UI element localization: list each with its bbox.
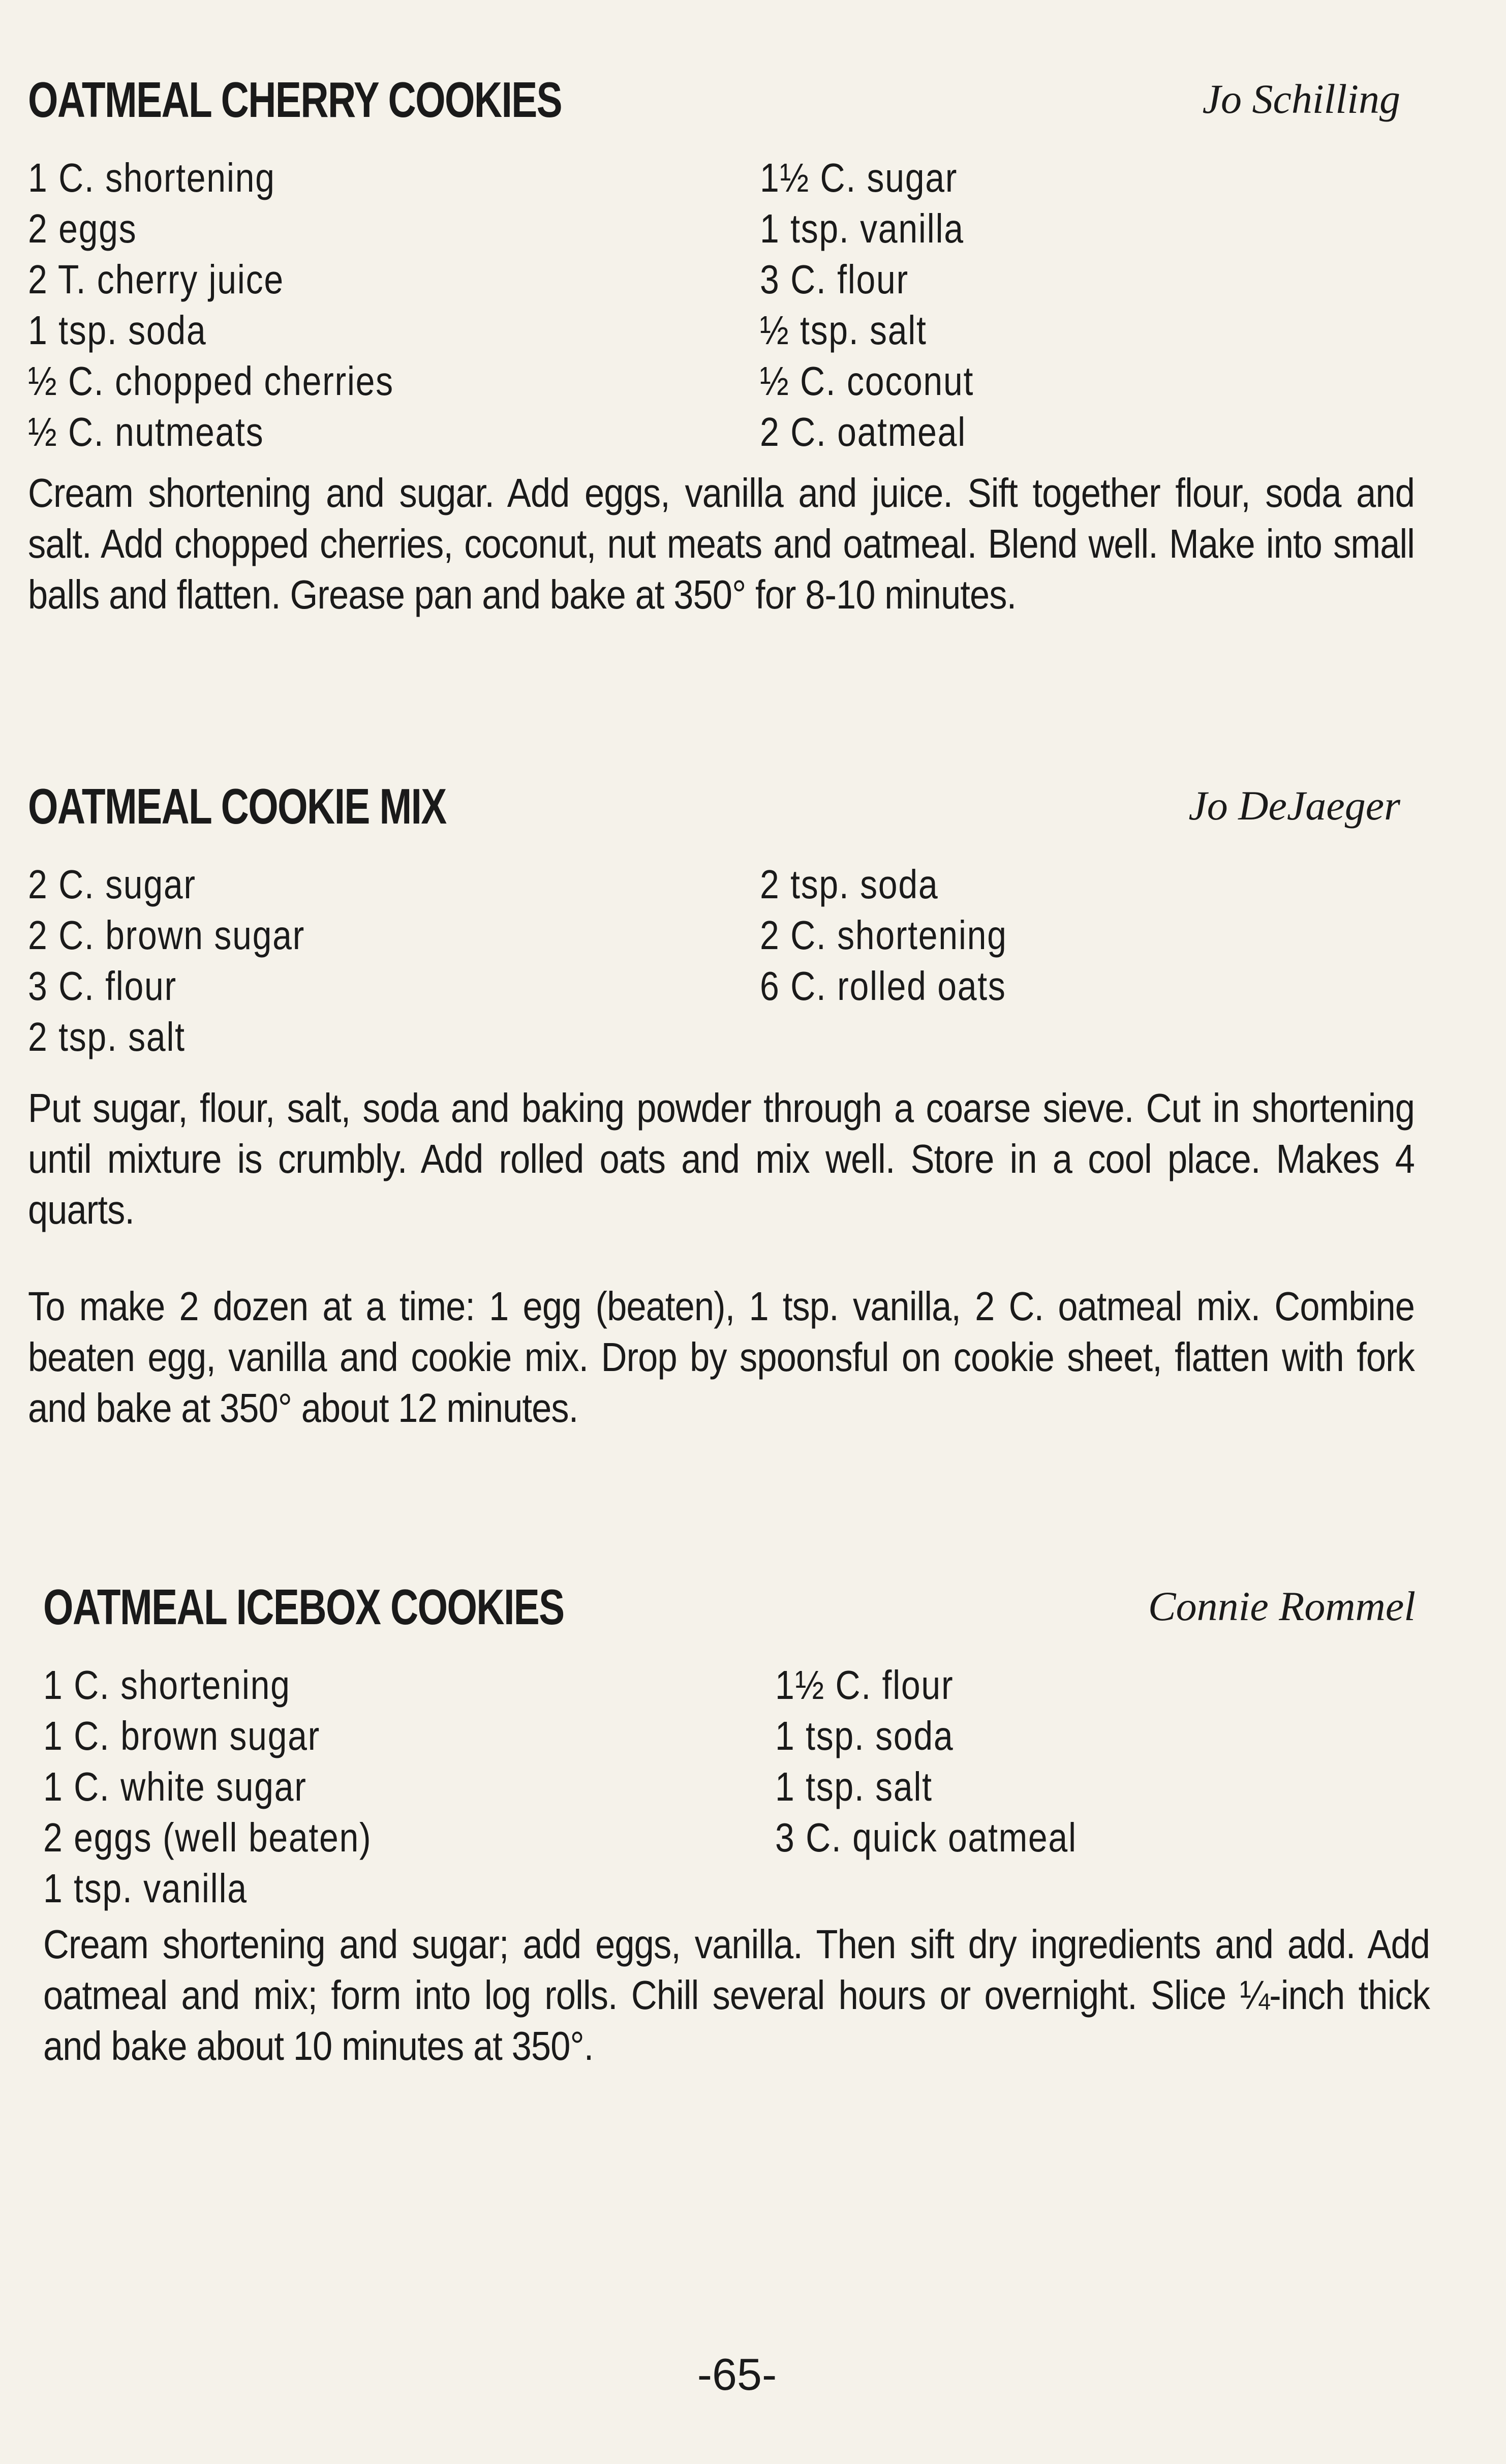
directions-paragraph: Cream shortening and sugar. Add eggs, vanilla and juice. Sift together flour, soda and salt. Add chopped cherries, coconut, nut meats and oatmeal. Blend well. Make into small balls and flatten. Grease pan and bake at 350° for 8-10 minutes.: [28, 470, 1415, 617]
ingredient: 1 tsp. soda: [28, 308, 207, 353]
ingredient: 1 tsp. vanilla: [760, 206, 964, 251]
recipe-title: OATMEAL ICEBOX COOKIES: [43, 1579, 564, 1635]
ingredient: 1 C. shortening: [28, 155, 275, 200]
ingredient: 3 C. flour: [760, 257, 909, 302]
recipe-oatmeal-cherry-cookies: [28, 71, 1415, 620]
ingredient: ½ C. nutmeats: [28, 409, 264, 454]
ingredient: 1 C. brown sugar: [43, 1713, 321, 1758]
ingredient: 1 tsp. vanilla: [43, 1866, 248, 1911]
ingredient: ½ C. chopped cherries: [28, 358, 394, 404]
ingredient: 2 C. shortening: [760, 912, 1007, 958]
ingredient: ½ tsp. salt: [760, 308, 927, 353]
ingredient: 2 T. cherry juice: [28, 257, 284, 302]
ingredient: 3 C. quick oatmeal: [775, 1815, 1077, 1860]
ingredients-left-column: [28, 859, 354, 1062]
ingredient: 1½ C. sugar: [760, 155, 958, 200]
recipe-author: Connie Rommel: [1148, 1583, 1416, 1629]
directions-paragraph: Put sugar, flour, salt, soda and baking powder through a coarse sieve. Cut in shortening until mixture is crumbly. Add rolled oats and mix well. Store in a cool place. Makes 4 quarts.: [28, 1085, 1415, 1232]
ingredient: 2 eggs: [28, 206, 137, 251]
recipe-header: [28, 778, 1400, 839]
ingredients-list: [28, 859, 1400, 1068]
recipe-author: Jo Schilling: [1202, 76, 1400, 122]
ingredient: 2 C. sugar: [28, 862, 196, 907]
ingredient: 1 tsp. soda: [775, 1713, 954, 1758]
page-number: -65-: [697, 2349, 777, 2399]
ingredients-left-column: [28, 153, 458, 458]
recipe-author: Jo DeJaeger: [1188, 782, 1400, 829]
ingredient: ½ C. coconut: [760, 358, 974, 404]
ingredient: 2 C. oatmeal: [760, 409, 966, 454]
recipe-oatmeal-icebox-cookies: [43, 1578, 1430, 2072]
ingredients-right-column: [775, 1660, 1130, 1863]
ingredient: 1 C. white sugar: [43, 1764, 307, 1809]
ingredient: 1 tsp. salt: [775, 1764, 933, 1809]
ingredient: 6 C. rolled oats: [760, 963, 1006, 1009]
ingredients-right-column: [760, 153, 1011, 458]
ingredient: 3 C. flour: [28, 963, 177, 1009]
recipe-directions: [28, 468, 1415, 620]
ingredients-list: [28, 153, 1400, 458]
recipe-title: OATMEAL CHERRY COOKIES: [28, 72, 562, 128]
ingredients-left-column: [43, 1660, 429, 1914]
ingredients-right-column: [760, 859, 1051, 1012]
recipe-title: OATMEAL COOKIE MIX: [28, 778, 446, 834]
recipe-header: [28, 71, 1400, 132]
ingredient: 2 eggs (well beaten): [43, 1815, 372, 1860]
ingredient: 2 tsp. salt: [28, 1014, 186, 1059]
ingredient: 2 tsp. soda: [760, 862, 939, 907]
ingredient: 1½ C. flour: [775, 1662, 954, 1708]
recipe-directions: [43, 1919, 1430, 2072]
recipe-oatmeal-cookie-mix: [28, 778, 1415, 1434]
recipe-directions: [28, 1083, 1415, 1434]
recipe-header: [43, 1578, 1416, 1639]
ingredient: 1 C. shortening: [43, 1662, 291, 1708]
directions-paragraph: Cream shortening and sugar; add eggs, vanilla. Then sift dry ingredients and add. Add oatmeal and mix; form into log rolls. Chill several hours or overnight. Slice ¼-inch thick and bake about 10 minutes at 350°.: [43, 1922, 1430, 2068]
ingredients-list: [43, 1660, 1416, 1919]
directions-paragraph: To make 2 dozen at a time: 1 egg (beaten), 1 tsp. vanilla, 2 C. oatmeal mix. Combine beaten egg, vanilla and cookie mix. Drop by spoonsful on cookie sheet, flatten with fork and bake at 350° about 12 minutes.: [28, 1284, 1415, 1431]
ingredient: 2 C. brown sugar: [28, 912, 305, 958]
